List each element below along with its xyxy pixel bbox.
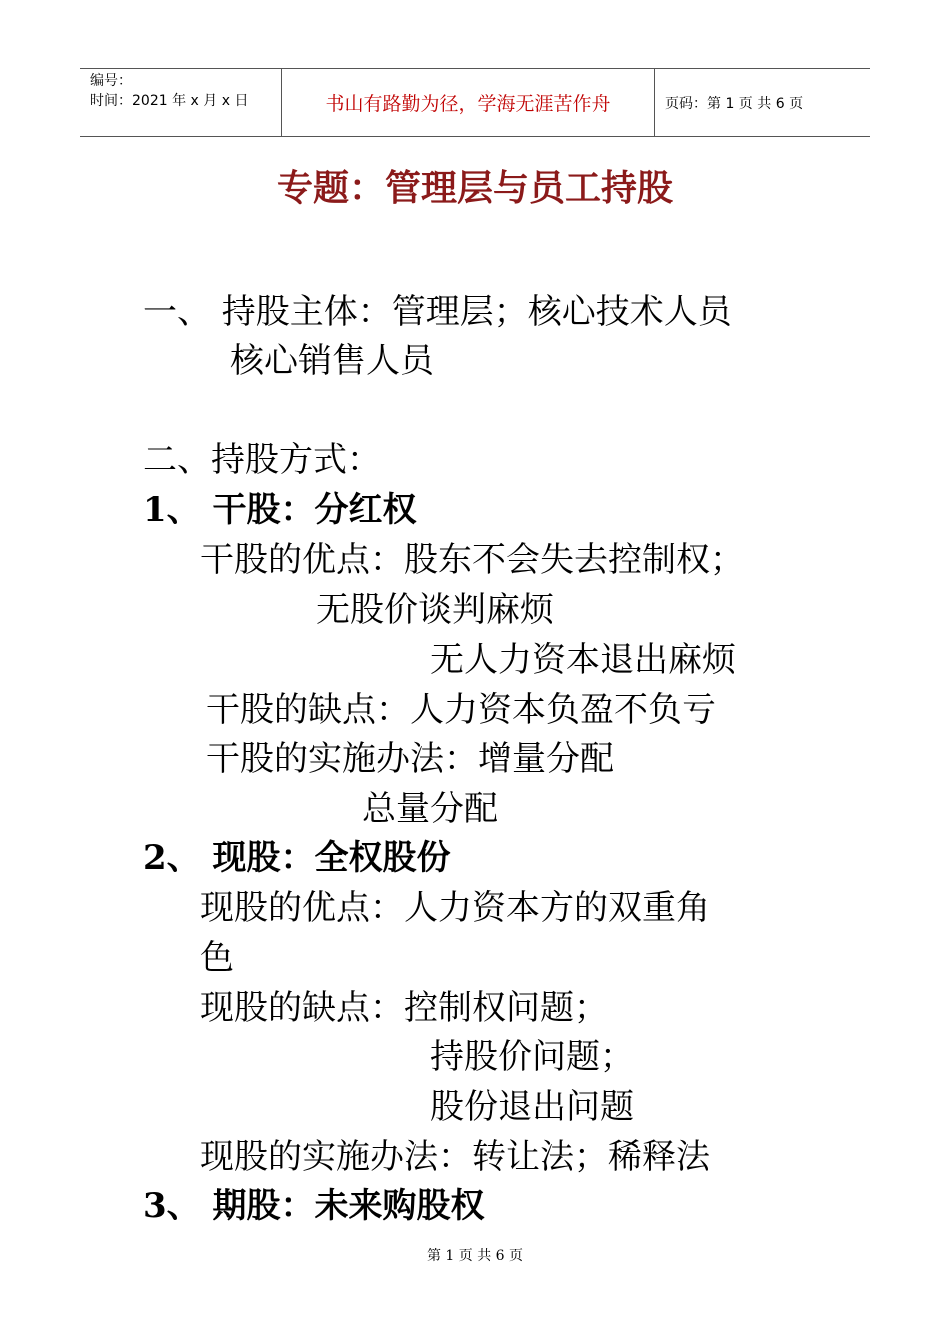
item-2-cons-3: 股份退出问题 bbox=[430, 1087, 634, 1127]
item-1-methods-2: 总量分配 bbox=[362, 789, 498, 829]
item-1-heading: 1、 干股：分红权 bbox=[143, 490, 417, 530]
document-title: 专题：管理层与员工持股 bbox=[276, 167, 673, 209]
time-label: 时间：2021 年 x 月 x 日 bbox=[90, 93, 249, 109]
header-table bbox=[80, 68, 870, 137]
motto: 书山有路勤为径，学海无涯苦作舟 bbox=[281, 69, 655, 136]
item-1-pros-2: 无股价谈判麻烦 bbox=[316, 590, 554, 630]
item-3-heading: 3、 期股：未来购股权 bbox=[143, 1186, 485, 1226]
header-left-cell bbox=[80, 69, 280, 136]
item-2-pros-continued: 色 bbox=[200, 938, 234, 978]
item-1-pros: 干股的优点：股东不会失去控制权； bbox=[200, 540, 744, 580]
item-2-pros: 现股的优点：人力资本方的双重角 bbox=[200, 888, 710, 928]
section-one-continued: 核心销售人员 bbox=[230, 341, 434, 381]
section-two-heading: 二、持股方式： bbox=[143, 440, 381, 480]
item-2-heading: 2、 现股：全权股份 bbox=[143, 838, 451, 878]
page-info: 页码：第 1 页 共 6 页 bbox=[665, 95, 804, 112]
number-label: 编号： bbox=[90, 73, 132, 89]
item-2-cons-2: 持股价问题； bbox=[430, 1037, 634, 1077]
item-2-cons: 现股的缺点：控制权问题； bbox=[200, 988, 608, 1028]
item-1-methods: 干股的实施办法：增量分配 bbox=[206, 739, 614, 779]
page-footer: 第 1 页 共 6 页 bbox=[426, 1248, 524, 1264]
item-2-methods: 现股的实施办法：转让法；稀释法 bbox=[200, 1137, 710, 1177]
section-one-line: 一、 持股主体：管理层；核心技术人员 bbox=[143, 292, 732, 332]
item-1-cons: 干股的缺点：人力资本负盈不负亏 bbox=[206, 690, 716, 730]
item-1-pros-3: 无人力资本退出麻烦 bbox=[430, 640, 736, 680]
